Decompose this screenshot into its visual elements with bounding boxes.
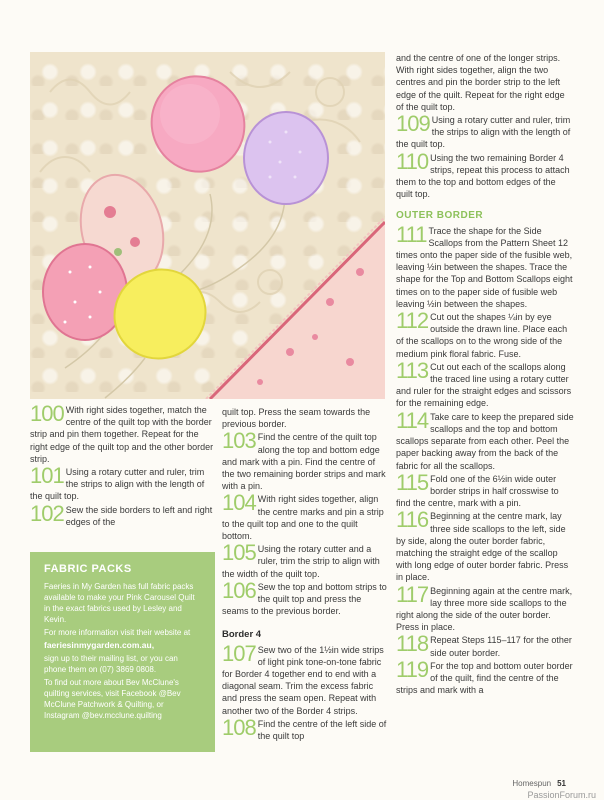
step-number: 118 [396, 631, 429, 657]
box-heading: FABRIC PACKS [44, 563, 132, 575]
step-text: Using a rotary cutter and ruler, trim the strips to align with the length of the quilt top. [396, 115, 571, 150]
column-1 [30, 401, 215, 529]
step-text: Sew the side borders to left and right edges of the [65, 504, 213, 527]
page-number: 51 [557, 779, 566, 788]
step-110 [396, 148, 574, 201]
magazine-name: Homespun [512, 779, 552, 788]
step-text: Using a rotary cutter and ruler, trim the strips to align with the length of the quilt top. [30, 467, 205, 502]
step-text: Find the centre of the quilt top along the top and bottom edge and mark with a pin. Find the centre of the two remaining border strips and mark with a pin. [222, 432, 386, 492]
box-paragraph-3: To find out more about Bev McClune's quilting services, visit Facebook @Bev McClune Patchwork & Quilting, or Instagram @bev.mcclune.quilting [44, 678, 181, 720]
step-text: Using the two remaining Border 4 strips, repeat this process to attach them to the top and bottom edges of the quilt top. [396, 152, 570, 200]
box-paragraph-2a: For more information visit their website at [44, 628, 191, 637]
step-number: 110 [396, 148, 429, 174]
step-number: 112 [396, 308, 429, 334]
step-102 [30, 500, 215, 528]
fabric-packs-box [30, 552, 215, 752]
step-112 [396, 308, 574, 360]
step-number: 115 [396, 469, 429, 495]
step-number: 114 [396, 407, 429, 433]
step-text: Sew two of the 1½in wide strips of light pink tone-on-tone fabric for Border 4 together end to end with a diagonal seam. Trim the excess fabric and press the seam open. Repeat with another two of the Border 4 strips. [222, 644, 384, 716]
dotted-pink-balloon [43, 244, 127, 340]
step-number: 109 [396, 111, 430, 137]
step-115 [396, 469, 574, 510]
continued-text: and the centre of one of the longer strips. With right sides together, align the two centres and pin the border strip to the left edge of the quilt. Repeat for the right edge of the quilt top. [396, 53, 565, 112]
step-number: 100 [30, 401, 64, 426]
page-footer [512, 779, 566, 788]
quilt-photo [30, 52, 385, 399]
step-number: 105 [222, 540, 256, 566]
website-link[interactable]: faeriesinmygarden.com.au, [44, 640, 155, 650]
step-number: 103 [222, 428, 256, 454]
step-number: 111 [396, 221, 427, 247]
step-101 [30, 463, 215, 503]
step-106 [222, 577, 390, 618]
step-109 [396, 111, 574, 151]
border-4-heading: Border 4 [222, 629, 262, 641]
step-text: Take care to keep the prepared side scallops and the top and bottom scallops separate from each other. Peel the paper backing away from the back of the fabric for all the scallops. [396, 411, 574, 471]
step-100 [30, 401, 215, 465]
step-text: Repeat Steps 115–117 for the other side outer border. [430, 635, 572, 658]
step-number: 116 [396, 507, 429, 533]
step-number: 104 [222, 490, 256, 516]
box-paragraph-2b: sign up to their mailing list, or you can phone them on (07) 3869 0808. [44, 654, 178, 674]
step-number: 106 [222, 577, 256, 603]
step-118 [396, 631, 574, 658]
step-text: With right sides together, align the centre marks and pin a strip to the quilt top and one to the quilt bottom. [222, 494, 384, 542]
step-text: Fold one of the 6½in wide outer border strips in half crosswise to find the centre, mark with a pin. [396, 473, 559, 509]
step-text: Find the centre of the left side of the quilt top [257, 718, 387, 742]
step-108 [222, 714, 390, 742]
step-105 [222, 540, 390, 580]
step-number: 119 [396, 656, 429, 682]
step-text: For the top and bottom outer border of the quilt, find the centre of the strips and mark with a [396, 660, 573, 696]
step-text: Beginning again at the centre mark, lay three more side scallops to the right along the side of the outer border. Press in place. [396, 585, 573, 633]
continued-text: quilt top. Press the seam towards the previous border. [222, 407, 371, 430]
step-number: 113 [396, 357, 429, 383]
outer-border-heading: OUTER BORDER [396, 210, 484, 222]
step-text: Cut out the shapes ¼in by eye outside the drawn line. Place each of the scallops on to the wrong side of the medium pink floral fabric. Fuse. [396, 312, 568, 359]
box-paragraph-1: Faeries in My Garden has full fabric packs available to make your Pink Carousel Quilt in the exact fabrics used by Lesley and Kevin. [44, 582, 195, 624]
step-107 [222, 640, 390, 717]
step-text: Trace the shape for the Side Scallops from the Pattern Sheet 12 times onto the paper side of the fusible web, leaving ½in between the shapes. Trace the shape for the Top and Bottom Scallops eight times on to the paper side of fusible web leaving ½in between the shapes. [396, 225, 573, 309]
step-119 [396, 656, 574, 697]
column-3 [396, 52, 574, 697]
step-103 [222, 428, 390, 492]
step-number: 101 [30, 463, 64, 489]
step-text: With right sides together, match the centre of the quilt top with the border strip and pin them together. Repeat for the right edge of the quilt top and the other border strip. [30, 405, 214, 464]
step-text: Beginning at the centre mark, lay three side scallops to the left, side by side, along the outer border fabric, matching the straight edge of the scallop with long edge of outer border fabric. Press in place. [396, 511, 569, 583]
step-number: 102 [30, 500, 64, 526]
step-number: 108 [222, 714, 256, 740]
pink-balloon [136, 61, 260, 187]
step-113 [396, 357, 574, 410]
step-number: 117 [396, 581, 429, 607]
step-104 [222, 490, 390, 542]
step-number: 107 [222, 640, 256, 666]
balloon-applique-illustration [30, 52, 385, 399]
column-2 [222, 406, 390, 743]
step-text: Sew the top and bottom strips to the quilt top and press the seams to the previous border. [222, 581, 387, 617]
lilac-balloon [244, 112, 328, 204]
step-text: Using the rotary cutter and a ruler, trim the strip to align with the width of the quilt top. [222, 544, 380, 579]
step-116 [396, 507, 574, 583]
watermark: PassionForum.ru [527, 790, 596, 800]
step-text: Cut out each of the scallops along the traced line using a rotary cutter and ruler for the straight edges and scissors for the remaining edge. [396, 361, 572, 409]
step-117 [396, 581, 574, 634]
step-114 [396, 407, 574, 472]
step-111 [396, 221, 574, 310]
